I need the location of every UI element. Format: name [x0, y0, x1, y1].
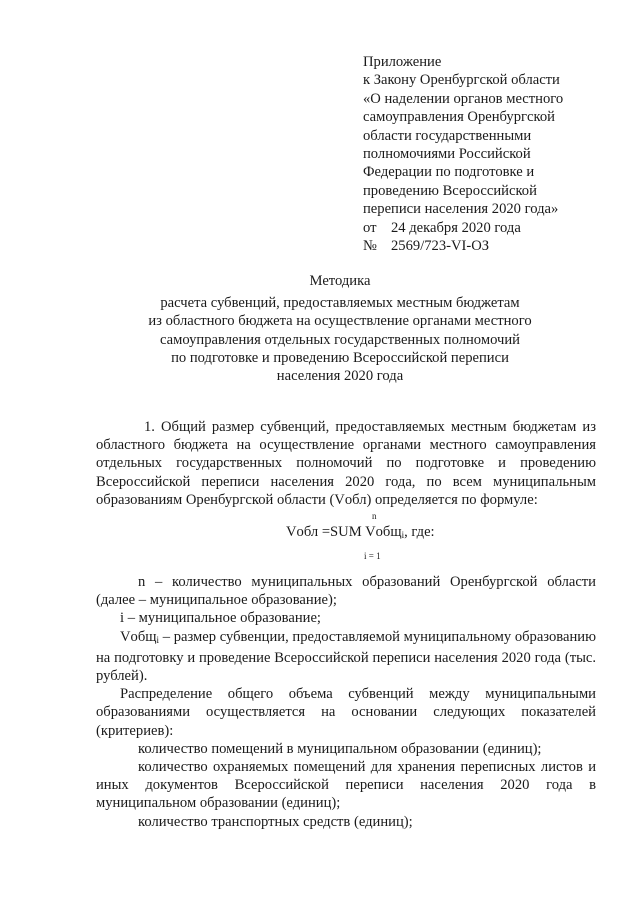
appendix-line: проведению Всероссийской — [363, 182, 537, 199]
appendix-date — [363, 219, 613, 237]
formula-expression — [286, 523, 435, 544]
number-value: 2569/723-VI-ОЗ — [391, 238, 490, 255]
criterion-item: количество помещений в муниципальном образовании (единиц); — [138, 740, 542, 757]
appendix-line: к Закону Оренбургской области — [363, 72, 560, 89]
sum-formula — [96, 511, 596, 565]
formula-upper-limit: n — [372, 511, 377, 522]
number-label: № — [363, 238, 377, 255]
title-line: населения 2020 года — [276, 368, 404, 385]
definition-v-text: – размер субвенции, предоставляемой муниципальному образованию на подготовку и проведение Всероссийской переписи населения 2020 года (тыс. рублей). — [96, 628, 596, 685]
paragraph-1: 1. Общий размер субвенций, предоставляемых местным бюджетам из областного бюджета на осуществление органами местного самоуправления отдельных государственных полномочий по подготовке и проведению Всероссийской переписи населения 2020 года, по всем муниципальным образованиям Оренбургской области (Vобл) определяется по формуле: — [96, 419, 596, 508]
appendix-line: Федерации по подготовке и — [363, 164, 535, 181]
formula-left: Vобл =SUM Vобщ — [286, 524, 402, 541]
appendix-line: переписи населения 2020 года» — [363, 201, 559, 218]
title-line: Методика — [309, 273, 371, 289]
definition-n: n – количество муниципальных образований Оренбургской области (далее – муниципальное образование); — [96, 574, 596, 609]
formula-subscript: i — [401, 530, 405, 541]
title-line: самоуправления отдельных государственных полномочий — [160, 331, 520, 348]
date-label: от — [363, 219, 377, 236]
title-line: расчета субвенций, предоставляемых местным бюджетам — [160, 295, 520, 312]
definition-v — [96, 628, 596, 686]
document-title — [80, 272, 600, 385]
appendix-line: полномочиями Российской — [363, 146, 531, 163]
definition-i: i – муниципальное образование; — [120, 610, 321, 627]
appendix-line: области государственными — [363, 127, 532, 144]
distribution-paragraph: Распределение общего объема субвенций между муниципальными образованиями осуществляется на основании следующих показателей (критериев): — [96, 686, 596, 739]
criterion-item: количество транспортных средств (единиц); — [138, 813, 413, 830]
definition-v-lead: Vобщ — [120, 628, 157, 645]
appendix-line: «О наделении органов местного — [363, 90, 564, 107]
formula-lower-limit: i = 1 — [364, 551, 381, 562]
date-value: 24 декабря 2020 года — [391, 219, 521, 236]
title-line: по подготовке и проведению Всероссийской переписи — [171, 349, 509, 366]
formula-right: , где: — [404, 524, 435, 541]
appendix-block — [363, 53, 613, 255]
criterion-item: количество охраняемых помещений для хранения переписных листов и иных документов Всероссийской переписи населения 2020 года в муниципальном образовании (единиц); — [96, 759, 596, 812]
appendix-number — [363, 237, 613, 255]
appendix-line: самоуправления Оренбургской — [363, 109, 555, 126]
document-body — [96, 418, 596, 831]
appendix-line: Приложение — [363, 54, 442, 70]
definition-v-subscript: i — [156, 634, 160, 645]
title-line: из областного бюджета на осуществление органами местного — [148, 313, 532, 330]
